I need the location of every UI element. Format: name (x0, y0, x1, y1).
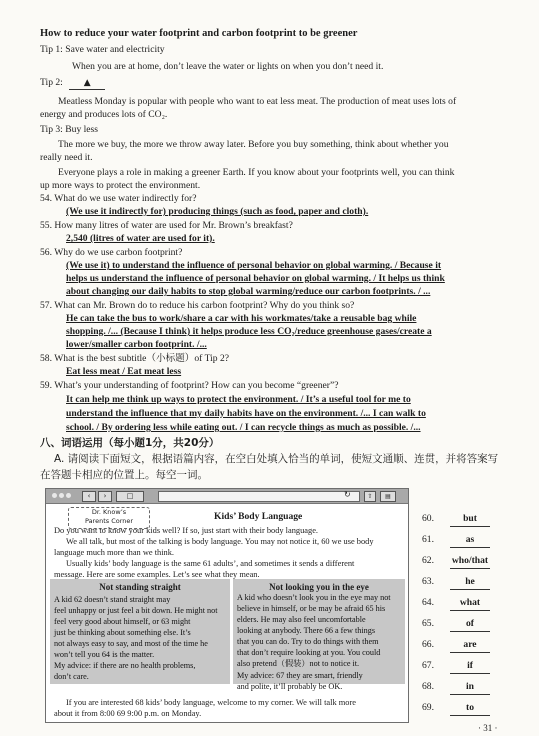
answer-word: if (450, 660, 490, 674)
left-box-line: feel very good about himself, or 63 might (54, 617, 191, 626)
answer-57-line2: shopping. /... (Because I think) it helps produce less CO₂/reduce greenhouse gases/create a (66, 326, 432, 337)
answer-word: who/that (450, 555, 490, 569)
right-box-title: Not looking you in the eye (269, 582, 369, 592)
logo-line2: Parents Corner (84, 517, 134, 525)
logo-line1: Dr. Know’s (91, 508, 127, 516)
answer-number: 63. (422, 576, 434, 587)
right-box-line: My advice: 67 they are smart, friendly (237, 671, 363, 680)
answer-55: 2,540 (litres of water are used for it). (66, 233, 215, 244)
answer-65 (422, 618, 490, 632)
back-button[interactable]: ‹ (82, 491, 96, 502)
right-box-line: and polite, it’ll probably be OK. (237, 682, 343, 691)
right-box-line: looking at anybody. There 66 a few things (237, 626, 376, 635)
answer-word: what (450, 597, 490, 611)
answer-59-line1: It can help me think up ways to protect the environment. / It’s a useful tool for me to (66, 394, 411, 405)
answer-59-line3: school. / By ordering less while eating out. / I can recycle things as much as possible. /... (66, 422, 421, 433)
tip3-para-line1: The more we buy, the more we throw away later. Before you buy something, think about whether you (58, 139, 449, 150)
tabs-overview-icon[interactable]: ▤ (380, 491, 396, 502)
answer-number: 62. (422, 555, 434, 566)
article-para-2: We all talk, but most of the talking is body language. You may not notice it, 60 we use body (66, 537, 374, 546)
question-58: 58. What is the best subtitle（小标题）of Tip 2? (40, 353, 230, 364)
answer-64 (422, 597, 490, 611)
answer-58: Eat less meat / Eat meat less (66, 366, 182, 377)
browser-toolbar (46, 489, 408, 504)
answer-number: 60. (422, 513, 434, 524)
right-box-line: believe in himself, or be may be afraid 65 his (237, 604, 386, 613)
tip2-blank: ▲ (69, 77, 105, 90)
window-dot-icon (59, 493, 64, 498)
address-bar[interactable] (158, 491, 360, 502)
reload-icon[interactable]: ↻ (344, 490, 351, 499)
article-para-4: Usually kids’ body language is the same 61 adults’, and sometimes it sends a different (66, 559, 355, 568)
window-dot-icon (52, 493, 57, 498)
question-56: 56. Why do we use carbon footprint? (40, 247, 183, 258)
answer-61 (422, 534, 490, 548)
tip3-heading: Tip 3: Buy less (40, 124, 99, 135)
answer-number: 65. (422, 618, 434, 629)
answer-68 (422, 681, 490, 695)
answer-62 (422, 555, 490, 569)
answer-66 (422, 639, 490, 653)
answer-number: 66. (422, 639, 434, 650)
forward-button[interactable]: › (98, 491, 112, 502)
left-box-title: Not standing straight (99, 582, 181, 592)
answer-56-line3: about changing our daily habits to stop global warming/reduce our carbon footprints. / ... (66, 286, 431, 297)
answer-word: as (450, 534, 490, 548)
question-55: 55. How many litres of water are used for Mr. Brown’s breakfast? (40, 220, 293, 231)
answer-number: 69. (422, 702, 434, 713)
question-59: 59. What’s your understanding of footprint? How can you become “greener”? (40, 380, 339, 391)
question-57: 57. What can Mr. Brown do to reduce his carbon footprint? Why do you think so? (40, 300, 355, 311)
example-box-left (50, 579, 230, 684)
answer-word: he (450, 576, 490, 590)
left-box-line: don’t care. (54, 672, 89, 681)
tip2-para-line1: Meatless Monday is popular with people who want to eat less meat. The production of meat uses lots of (58, 96, 457, 107)
tip2-heading (40, 77, 105, 90)
article-para-1: Do you want to know your kids well? If so, just start with their body language. (54, 526, 319, 535)
answer-69 (422, 702, 490, 716)
tip1-heading: Tip 1: Save water and electricity (40, 44, 165, 55)
tip3-para-line3: Everyone plays a role in making a greener Earth. If you know about your footprints well, you can think (58, 167, 455, 178)
article-closing-2: about it from 8:00 69 9:00 p.m. on Monday. (54, 709, 202, 718)
right-box-line: A kid who doesn’t look you in the eye may not (237, 593, 391, 602)
passage-title: How to reduce your water footprint and carbon footprint to be greener (40, 28, 358, 39)
article-para-3: language much more than we think. (54, 548, 175, 557)
left-box-line: My advice: if there are no health problems, (54, 661, 196, 670)
answer-59-line2: understand the influence that my daily habits have on the environment. /... I can walk to (66, 408, 426, 419)
tip2-para-line2: energy and produces lots of CO₂. (40, 109, 168, 120)
answer-word: to (450, 702, 490, 716)
answer-60 (422, 513, 490, 527)
example-box-right (233, 579, 405, 691)
article-para-5: message. Here are some examples. Let’s see what they mean. (54, 570, 260, 579)
article-closing-1: If you are interested 68 kids’ body language, welcome to my corner. We will talk more (66, 698, 356, 707)
tip3-para-line2: really need it. (40, 152, 93, 163)
left-box-line: won’t tell you 64 is the matter. (54, 650, 155, 659)
right-box-line: that don’t require looking at you. You could (237, 648, 381, 657)
answer-number: 68. (422, 681, 434, 692)
answer-word: are (450, 639, 490, 653)
tip2-label: Tip 2: (40, 77, 63, 88)
answer-54: (We use it indirectly for) producing things (such as food, paper and cloth). (66, 206, 369, 217)
window-dot-icon (66, 493, 71, 498)
answer-56-line1: (We use it) to understand the influence of personal behavior on global warming. / Because it (66, 260, 442, 271)
instruction-line1: A. 请阅读下面短文，根据语篇内容，在空白处填入恰当的单词，使短文通顺、连贯，并将答案写 (54, 453, 499, 465)
answer-word: of (450, 618, 490, 632)
answer-57-line1: He can take the bus to work/share a car with his workmates/take a reusable bag while (66, 313, 417, 324)
answer-number: 64. (422, 597, 434, 608)
answer-63 (422, 576, 490, 590)
share-icon[interactable]: ⇧ (364, 491, 376, 502)
right-box-line: also pretend（假装）not to notice it. (237, 659, 360, 668)
section-heading: 八、词语运用（每小题1分，共20分） (40, 437, 220, 449)
answer-56-line2: helps us understand the influence of personal behavior on global warming. / It helps us think (66, 273, 445, 284)
answer-57-line3: lower/smaller carbon footprint. /... (66, 339, 207, 350)
answer-word: but (450, 513, 490, 527)
left-box-line: not always easy to say, and most of the time he (54, 639, 208, 648)
tip3-para-line4: up more ways to protect the environment. (40, 180, 201, 191)
article-heading: Kids’ Body Language (214, 511, 303, 522)
left-box-line: feel unhappy or just feel a bit down. He might not (54, 606, 218, 615)
right-box-line: elders. He may also feel uncomfortable (237, 615, 366, 624)
question-54: 54. What do we use water indirectly for? (40, 193, 197, 204)
page-number: · 31 · (478, 723, 498, 733)
answer-67 (422, 660, 490, 674)
left-box-line: just be thinking about something else. It’s (54, 628, 191, 637)
answer-number: 61. (422, 534, 434, 545)
tabs-button[interactable]: □ (116, 491, 144, 502)
instruction-line2: 在答题卡相应的位置上。每空一词。 (40, 469, 208, 481)
browser-window (45, 488, 409, 723)
answer-word: in (450, 681, 490, 695)
tip1-text: When you are at home, don’t leave the water or lights on when you don’t need it. (72, 61, 384, 72)
right-box-line: that you can do. Try to do things with them (237, 637, 379, 646)
answer-number: 67. (422, 660, 434, 671)
left-box-line: A kid 62 doesn’t stand straight may (54, 595, 171, 604)
